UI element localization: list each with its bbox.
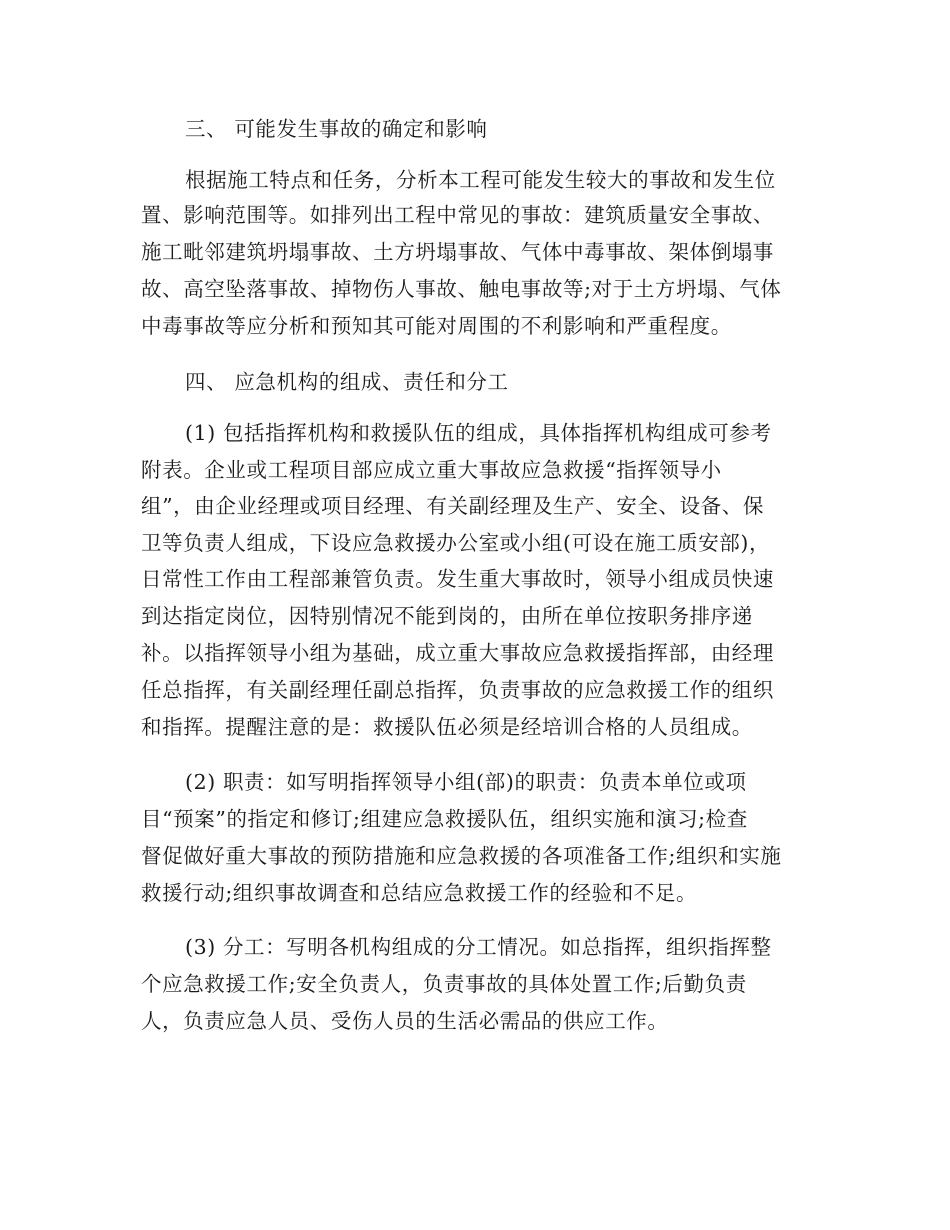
paragraph-line: 施工毗邻建筑坍塌事故、土方坍塌事故、气体中毒事故、架体倒塌事	[141, 240, 774, 264]
paragraph-line: 救援行动;组织事故调查和总结应急救援工作的经验和不足。	[141, 881, 698, 905]
paragraph-line: 任总指挥，有关副经理任副总指挥，负责事故的应急救援工作的组织	[141, 678, 774, 702]
paragraph-line: 附表。企业或工程项目部应成立重大事故应急救援“指挥领导小	[141, 458, 722, 482]
section-heading-3: 三、 可能发生事故的确定和影响	[185, 117, 488, 141]
section-heading-4: 四、 应急机构的组成、责任和分工	[185, 370, 509, 394]
paragraph-line: (3) 分工：写明各机构组成的分工情况。如总指挥，组织指挥整	[185, 935, 772, 959]
paragraph-line: 卫等负责人组成，下设应急救援办公室或小组(可设在施工质安部)，	[141, 531, 771, 555]
paragraph-line: (2) 职责：如写明指挥领导小组(部)的职责：负责本单位或项	[185, 770, 747, 794]
paragraph-line: 根据施工特点和任务，分析本工程可能发生较大的事故和发生位	[185, 168, 776, 192]
paragraph-line: 补。以指挥领导小组为基础，成立重大事故应急救援指挥部，由经理	[141, 641, 774, 665]
paragraph-line: 故、高空坠落事故、掉物伤人事故、触电事故等;对于土方坍塌、气体	[141, 277, 782, 301]
paragraph-line: 个应急救援工作;安全负责人，负责事故的具体处置工作;后勤负责	[141, 972, 747, 996]
paragraph-line: 目“预案”的指定和修订;组建应急救援队伍，组织实施和演习;检查	[141, 807, 748, 831]
paragraph-line: 置、影响范围等。如排列出工程中常见的事故：建筑质量安全事故、	[141, 203, 774, 227]
paragraph-line: 组”，由企业经理或项目经理、有关副经理及生产、安全、设备、保	[141, 494, 764, 518]
paragraph-line: 人，负责应急人员、受伤人员的生活必需品的供应工作。	[141, 1009, 669, 1033]
paragraph-line: 中毒事故等应分析和预知其可能对周围的不利影响和严重程度。	[141, 314, 732, 338]
paragraph-line: 督促做好重大事故的预防措施和应急救援的各项准备工作;组织和实施	[141, 844, 782, 868]
paragraph-line: 日常性工作由工程部兼管负责。发生重大事故时，领导小组成员快速	[141, 567, 774, 591]
paragraph-line: 和指挥。提醒注意的是：救援队伍必须是经培训合格的人员组成。	[141, 715, 753, 739]
paragraph-line: 到达指定岗位，因特别情况不能到岗的，由所在单位按职务排序递	[141, 604, 753, 628]
paragraph-line: (1) 包括指挥机构和救援队伍的组成，具体指挥机构组成可参考	[185, 421, 772, 445]
